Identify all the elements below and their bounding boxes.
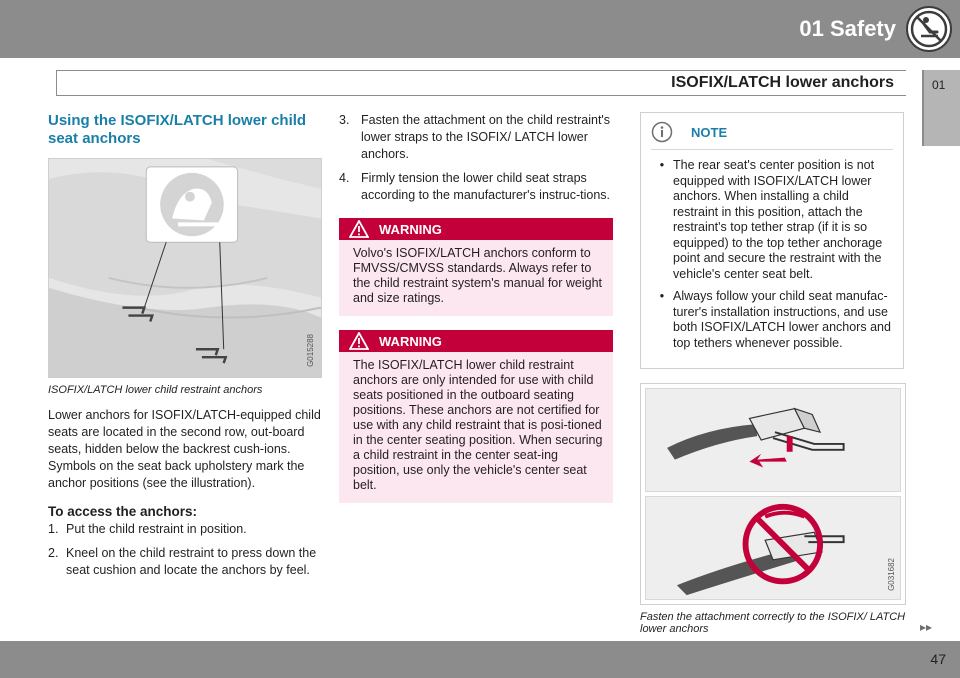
seat-anchor-photo <box>48 158 322 378</box>
warning-text: The ISOFIX/LATCH lower child restraint anchors are only intended for use with child seats positioned in the outboard seating positions. These anchors are not certified for use with any child restraint that is posi-tioned in the center seating position. When securing a child restraint in the center seat-ing position, use only the vehicle's center seat belt. <box>353 358 603 492</box>
access-steps <box>48 521 322 579</box>
warning-triangle-icon <box>349 220 369 238</box>
warning-box <box>339 218 613 316</box>
list-item: 3. Fasten the attachment on the child restraint's lower straps to the ISOFIX/ LATCH lower anchors. <box>339 113 611 161</box>
continued-steps <box>339 112 613 204</box>
incorrect-attachment-illustration <box>645 496 901 600</box>
figure-code: G031682 <box>887 558 896 591</box>
note-label: NOTE <box>691 124 728 140</box>
airbag-off-icon <box>906 6 952 52</box>
middle-column <box>339 112 613 503</box>
list-item: • Always follow your child seat manufac-turer's installation instructions, and use both ISOFIX/LATCH lower anchors and top tethers whenever possible. <box>659 289 891 350</box>
list-item: 2. Kneel on the child restraint to press down the seat cushion and locate the anchors by feel. <box>48 546 317 577</box>
correct-attachment-illustration <box>645 388 901 492</box>
list-item: 4. Firmly tension the lower child seat straps according to the manufacturer's instruc-tions. <box>339 171 611 202</box>
warning-label: WARNING <box>379 333 442 349</box>
section-bar <box>56 70 906 96</box>
photo-caption: ISOFIX/LATCH lower child restraint anchors <box>48 384 263 396</box>
section-heading: Using the ISOFIX/LATCH lower child seat anchors <box>48 112 307 147</box>
left-column <box>48 112 322 586</box>
info-icon <box>651 121 673 143</box>
figure-caption: Fasten the attachment correctly to the ISOFIX/ LATCH lower anchors <box>640 611 906 635</box>
warning-triangle-icon <box>349 332 369 350</box>
note-bullets <box>651 158 893 351</box>
warning-box <box>339 330 613 503</box>
chapter-tab <box>922 70 960 146</box>
access-subheading: To access the anchors: <box>48 504 198 519</box>
right-column <box>640 112 914 635</box>
note-box <box>640 112 904 369</box>
chapter-tab-label: 01 <box>932 78 946 92</box>
chapter-title: 01 Safety <box>799 16 896 41</box>
attachment-figure <box>640 383 906 605</box>
warning-text: Volvo's ISOFIX/LATCH anchors conform to FMVSS/CMVSS standards. Always refer to the child restraint system's manual for weight and size ratings. <box>353 246 603 305</box>
photo-code: G015288 <box>306 334 315 367</box>
footer-band <box>0 641 960 678</box>
page-number: 47 <box>930 651 946 667</box>
list-item: 1. Put the child restraint in position. <box>48 522 247 536</box>
header-band <box>0 0 960 58</box>
next-page-arrow-icon: ▸▸ <box>920 620 933 634</box>
section-title: ISOFIX/LATCH lower anchors <box>671 74 894 91</box>
intro-paragraph: Lower anchors for ISOFIX/LATCH-equipped child seats are located in the second row, out-board seats, hidden below the backrest cush-ions. Symbols on the seat back upholstery mark the anchor positions (see the illustration). <box>48 408 321 490</box>
list-item: • The rear seat's center position is not equipped with ISOFIX/LATCH lower anchors. When installing a child restraint in this position, attach the restraint's top tether strap (if it is so equipped) to the top tether anchorage point and secure the restraint with the vehicle's center seat belt. <box>659 158 883 281</box>
warning-label: WARNING <box>379 221 442 237</box>
